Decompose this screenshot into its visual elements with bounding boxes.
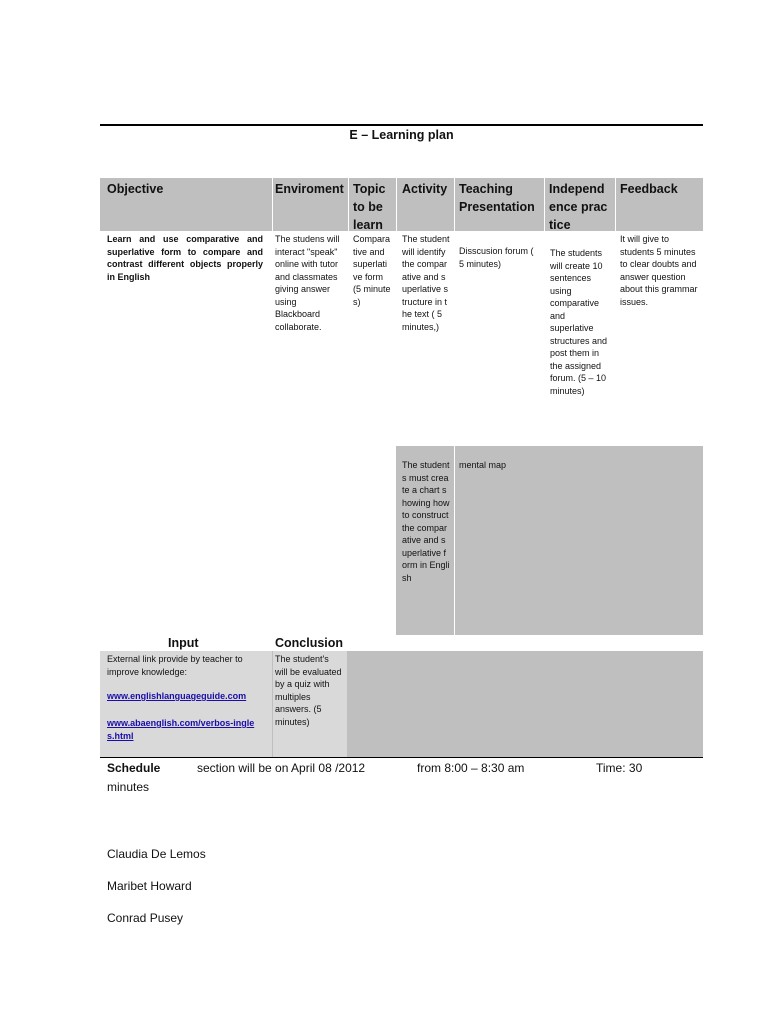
row1-activity: The student will identify the comparative and superlative structure in the text ( 5 minutes,) [402,234,450,332]
schedule-time: Time: 30 [596,761,643,775]
schedule-from: from 8:00 – 8:30 am [417,761,525,775]
header-environment: Enviroment [275,182,344,196]
author-name: Claudia De Lemos [107,847,206,861]
row1-objective: Learn and use comparative and superlative form to compare and contrast different objects properly in English [107,234,263,282]
conclusion-text: The student's will be evaluated by a quiz with multiples answers. (5 minutes) [275,654,342,727]
schedule-label: Schedule [107,761,161,775]
header-teaching: Teaching Presentation [459,182,535,214]
row1-topic: Comparative and superlative form (5 minutes) [353,234,391,307]
top-rule [100,124,703,126]
conclusion-header: Conclusion [275,636,344,650]
bottom-rule [100,757,703,758]
input-text: External link provide by teacher to improve knowledge: [107,654,243,677]
row2-activity: The students must create a chart showing how to construct the comparative and superlative form in English [402,460,450,583]
row1-independence: The students will create 10 sentences using comparative and superlative structures and post them in the assigned forum. (5 – 10 minutes) [550,248,608,396]
author-name: Maribet Howard [107,879,192,893]
row2-teaching: mental map [459,460,507,470]
header-feedback: Feedback [620,182,678,196]
schedule-section: section will be on April 08 /2012 [197,761,366,775]
schedule-minutes: minutes [107,780,150,794]
author-name: Conrad Pusey [107,911,184,925]
link-abaenglish[interactable]: www.abaenglish.com/verbos-ingles.html [107,718,255,741]
row1-environment: The studens will interact "speak" online with tutor and classmates giving answer using Blackboard collaborate. [275,234,340,332]
header-topic: Topic to be learn [353,182,386,232]
input-header: Input [168,636,199,650]
header-activity: Activity [402,182,448,196]
header-independence: Independence practice [549,182,608,232]
row1-teaching: Disscusion forum ( 5 minutes) [459,246,534,269]
header-objective: Objective [107,182,164,196]
link-englishlanguageguide[interactable]: www.englishlanguageguide.com [107,691,247,701]
document-title: E – Learning plan [349,128,454,142]
row1-feedback: It will give to students 5 minutes to clear doubts and answer question about this grammar issues. [620,234,698,307]
